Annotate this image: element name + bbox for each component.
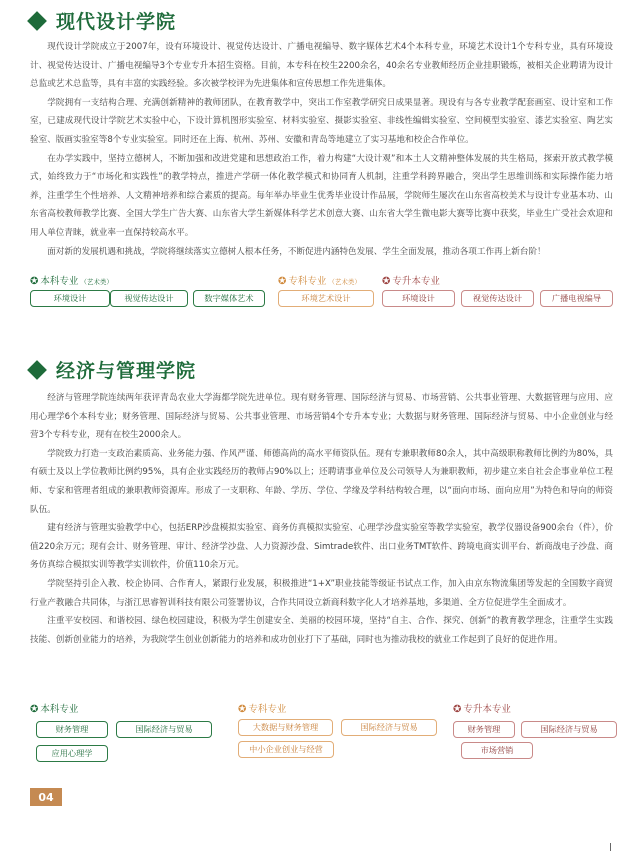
- star-icon: ✪: [453, 704, 462, 715]
- category-undergraduate: [30, 273, 113, 287]
- major-tag: 市场营销: [461, 742, 533, 759]
- category-sublabel: （艺术类）: [80, 278, 113, 286]
- major-tag: 环境艺术设计: [278, 290, 374, 307]
- paragraph: 学院致力打造一支政治素质高、业务能力强、作风严谨、师德高尚的高水平师资队伍。现有专兼职教师80余人，其中高级职称教师比例约为80%，具有硕士及以上学位教师比例约95%，具有企业实践经历的教师占90%以上；还聘请事业单位及公司领导人为兼职教师，初步建立来自社会企事业单位工程师、专家和管理者组成的兼职教师资源库。形成了一支职称、年龄、学历、学位、学缘及学科结构较合理，以“面向市场、面向应用”为特色和导向的师资队伍。: [30, 448, 613, 515]
- section-header-economics: [30, 356, 196, 383]
- major-tag: 国际经济与贸易: [521, 721, 617, 738]
- category-junior-college: [278, 273, 361, 287]
- star-icon: ✪: [278, 276, 287, 287]
- category-junior-college: [238, 701, 286, 715]
- paragraph: 经济与管理学院连续两年获评青岛农业大学海都学院先进单位。现有财务管理、国际经济与贸易、市场营销、公共事业管理、大数据管理与应用、应用心理学6个本科专业；财务管理、国际经济与贸易、公共事业管理、市场营销4个专升本专业；大数据与财务管理、国际经济与贸易、中小企业创业与经营3个专科专业，现有在校生2000余人。: [30, 393, 613, 441]
- category-upgrade: [382, 273, 440, 287]
- category-label: 专升本专业: [392, 276, 440, 287]
- major-tag: 中小企业创业与经营: [238, 741, 334, 758]
- paragraph: 在办学实践中，坚持立德树人，不断加强和改进党建和思想政治工作，着力构建“大设计观”和本土人文精神整体发展的共生格局，探索开放式教学模式，始终致力于“市场化和实践性”的教学特点，推进产学研一体化教学模式和协同育人机制，注重学科跨界融合，突出学生思维训练和实际操作能力培养，注重学生个性培养、人文精神培养和综合素质的提高。每年举办毕业生优秀毕业设计作品展，学院师生屡次在山东省高校美术与设计专业基本功、山东省高校教师教学比赛、全国大学生广告大赛、山东省大学生新媒体科学艺术创意大赛、山东省大学生微电影大赛等比赛中获奖，毕业生广受社会欢迎和用人单位青睐，就业率一直保持较高水平。: [30, 153, 613, 238]
- star-icon: ✪: [30, 276, 39, 287]
- star-icon: ✪: [382, 276, 391, 287]
- paragraph: 面对新的发展机遇和挑战，学院将继续落实立德树人根本任务，不断促进内涵特色发展、学生全面发展，推动各项工作再上新台阶！: [47, 246, 546, 257]
- paragraph: 学院坚持引企入教、校企协同、合作育人，紧跟行业发展，积极推进“1+X”职业技能等级证书试点工作，加入由京东物流集团等发起的全国数字商贸行业产教融合共同体，与浙江思睿智训科技有限公司签署协议，合作共同设立新商科数字化人才培养基地，多渠道、全方位促进学生全面成才。: [30, 578, 613, 608]
- major-tag: 环境设计: [382, 290, 455, 307]
- category-sublabel: （艺术类）: [328, 278, 361, 286]
- paragraph: 学院拥有一支结构合理、充满创新精神的教师团队，在教育教学中，突出工作室教学研究日成果显著。现设有与各专业教学配套画室、设计室和工作室，已建成现代设计学院艺术实验中心，下设计算机图形实验室、材料实验室、摄影实验室、非线性编辑实验室、空间模型实验室、漆艺实验室、陶艺实验室、版画实验室等8个专业实验室。同时还在上海、杭州、苏州、安徽和青岛等地建立了实习基地和校企合作单位。: [30, 97, 613, 145]
- section-body: [30, 38, 613, 261]
- major-tag: 视觉传达设计: [461, 290, 534, 307]
- section-title: 经济与管理学院: [56, 360, 197, 382]
- category-upgrade: [453, 701, 511, 715]
- section-header-design: [30, 7, 176, 34]
- page-edge-mark: [610, 843, 611, 851]
- star-icon: ✪: [238, 704, 247, 715]
- paragraph: 现代设计学院成立于2007年，设有环境设计、视觉传达设计、广播电视编导、数字媒体艺术4个本科专业，环境艺术设计1个专科专业，具有环境设计、视觉传达设计、广播电视编导3个专业专升本招生资格。目前，本专科在校生2200余名，40余名专业教师经历企业挂职锻炼，被相关企业聘请为设计总监或艺术总监等，具有丰富的实践经验。多次被学校评为先进集体和宣传思想工作先进集体。: [30, 42, 613, 90]
- major-tag: 财务管理: [36, 721, 108, 738]
- category-label: 专科专业: [248, 704, 287, 715]
- category-label: 本科专业: [40, 704, 79, 715]
- section-body: [30, 389, 613, 649]
- major-tag: 视觉传达设计: [110, 290, 188, 307]
- major-tag: 财务管理: [453, 721, 515, 738]
- major-tag: 应用心理学: [36, 745, 108, 762]
- category-label: 专科专业: [288, 276, 327, 287]
- major-tag: 数字媒体艺术: [193, 290, 265, 307]
- paragraph: 建有经济与管理实验教学中心，包括ERP沙盘模拟实验室、商务仿真模拟实验室、心理学沙盘实验室等教学实验室，教学仪器设备900余台（件），价值220余万元；现有会计、财务管理、审计、经济学沙盘、人力资源沙盘、Simtrade软件、出口业务TMT软件、跨境电商实训平台、新商战电子沙盘、商务仿真综合模拟实训等教学实训软件，价值110余万元。: [30, 523, 613, 571]
- major-tag: 广播电视编导: [540, 290, 613, 307]
- major-tag: 国际经济与贸易: [341, 719, 437, 736]
- paragraph: 注重平安校园、和谐校园、绿色校园建设，积极为学生创建安全、美丽的校园环境，坚持“自主、合作、探究、创新”的教育教学理念，注重学生实践技能、创新创业能力的培养，为我院学生创业创新能力的培养和成功创业打下了基础，同时也为推动我校的就业工作起到了良好的促进作用。: [30, 616, 613, 645]
- category-undergraduate: [30, 701, 78, 715]
- diamond-bullet-icon: [27, 360, 47, 380]
- category-label: 本科专业: [40, 276, 79, 287]
- major-tag: 环境设计: [30, 290, 110, 307]
- star-icon: ✪: [30, 704, 39, 715]
- diamond-bullet-icon: [27, 11, 47, 31]
- category-label: 专升本专业: [463, 704, 511, 715]
- page-number: 04: [30, 788, 62, 806]
- major-tag: 大数据与财务管理: [238, 719, 333, 736]
- section-title: 现代设计学院: [56, 11, 177, 33]
- major-tag: 国际经济与贸易: [116, 721, 212, 738]
